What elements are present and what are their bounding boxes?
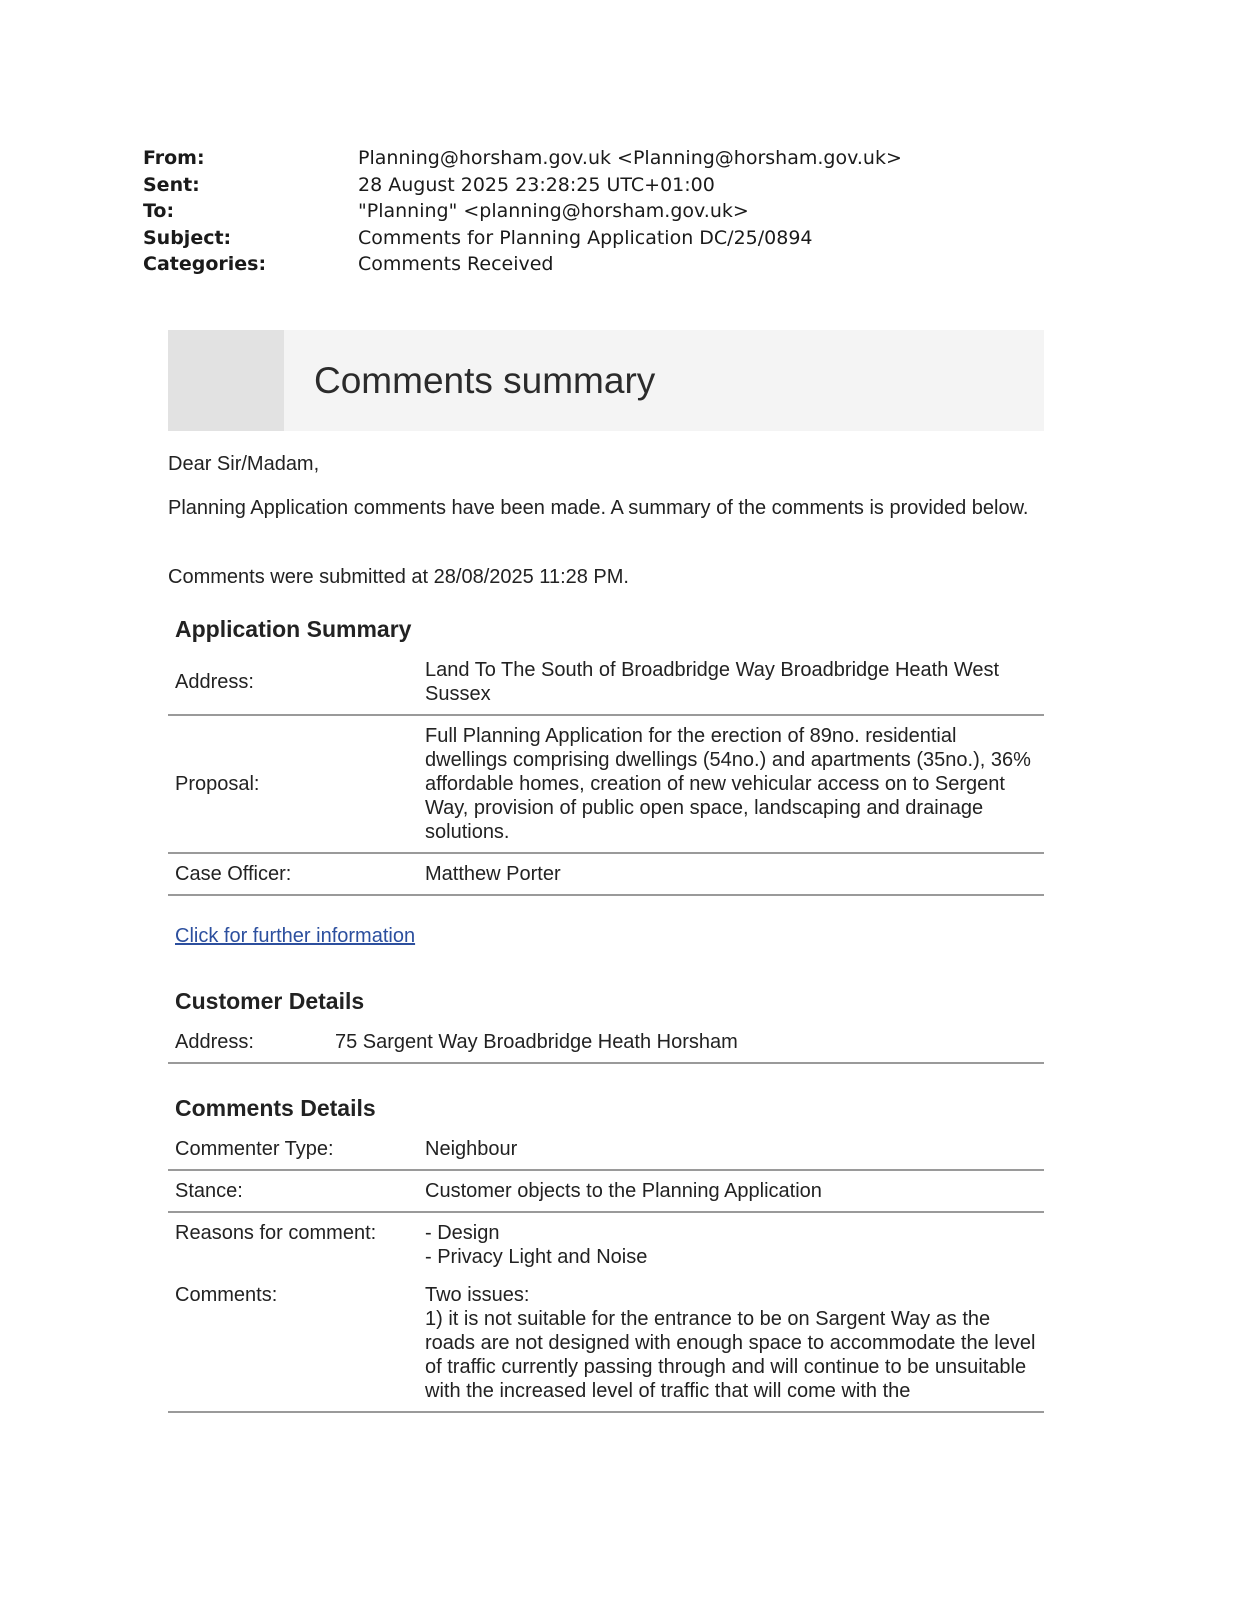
table-row <box>168 650 1044 715</box>
to-value: "Planning" <planning@horsham.gov.uk> <box>358 200 749 222</box>
table-row <box>168 715 1044 853</box>
categories-label: Categories: <box>143 253 267 275</box>
from-value: Planning@horsham.gov.uk <Planning@horsham.gov.uk> <box>358 147 902 169</box>
comments-label: Comments: <box>168 1277 418 1412</box>
reason-item: - Privacy Light and Noise <box>425 1246 648 1268</box>
submitted-text: Comments were submitted at 28/08/2025 11:28 PM. <box>168 566 629 588</box>
table-row <box>168 1212 1044 1277</box>
subject-label: Subject: <box>143 226 232 249</box>
table-row <box>168 1129 1044 1170</box>
to-row <box>143 198 1043 225</box>
intro-text: Planning Application comments have been made. A summary of the comments is provided below. <box>168 497 1029 519</box>
to-label: To: <box>143 200 175 222</box>
sent-row <box>143 172 1043 199</box>
proposal-label: Proposal: <box>168 715 418 853</box>
commenter-type-label: Commenter Type: <box>168 1129 418 1170</box>
table-row <box>168 1022 1044 1063</box>
reasons-label: Reasons for comment: <box>175 1222 377 1244</box>
customer-address-value: 75 Sargent Way Broadbridge Heath Horsham <box>328 1022 1044 1063</box>
reason-item: - Design <box>425 1222 500 1244</box>
comments-line: 1) it is not suitable for the entrance to be on Sargent Way as the roads are not designed with enough space to accommodate the level of traffic currently passing through and will continue to be unsuitable with the increased level of traffic that will come with the <box>425 1308 1036 1402</box>
case-officer-label: Case Officer: <box>168 853 418 895</box>
application-summary-heading: Application Summary <box>175 616 412 642</box>
comments-line: Two issues: <box>425 1284 530 1306</box>
from-row <box>143 145 1043 172</box>
reasons-value <box>418 1212 1044 1277</box>
subject-value: Comments for Planning Application DC/25/0894 <box>358 226 813 249</box>
stance-label: Stance: <box>168 1170 418 1212</box>
application-summary-table <box>168 650 1044 896</box>
further-information-link[interactable]: Click for further information <box>175 925 416 947</box>
customer-details-table <box>168 1022 1044 1064</box>
case-officer-value: Matthew Porter <box>418 853 1044 895</box>
sent-value: 28 August 2025 23:28:25 UTC+01:00 <box>358 173 715 196</box>
address-value: Land To The South of Broadbridge Way Broadbridge Heath West Sussex <box>418 650 1044 715</box>
subject-row <box>143 225 1043 252</box>
table-row <box>168 1277 1044 1412</box>
email-header <box>143 145 1043 278</box>
proposal-value: Full Planning Application for the erection of 89no. residential dwellings comprising dwellings (54no.) and apartments (35no.), 36% affordable homes, creation of new vehicular access on to Sergent Way, provision of public open space, landscaping and drainage solutions. <box>418 715 1044 853</box>
greeting: Dear Sir/Madam, <box>168 453 320 475</box>
comments-details-heading: Comments Details <box>175 1095 376 1121</box>
customer-address-label: Address: <box>168 1022 328 1063</box>
sent-label: Sent: <box>143 173 200 196</box>
categories-value: Comments Received <box>358 253 554 275</box>
stance-value: Customer objects to the Planning Application <box>418 1170 1044 1212</box>
commenter-type-value: Neighbour <box>418 1129 1044 1170</box>
banner-title: Comments summary <box>314 360 656 401</box>
categories-row <box>143 251 1043 278</box>
banner-side-panel <box>168 330 284 431</box>
table-row <box>168 1170 1044 1212</box>
comments-summary-banner <box>168 330 1044 431</box>
address-label: Address: <box>168 650 418 715</box>
comments-details-table <box>168 1129 1044 1413</box>
table-row <box>168 853 1044 895</box>
comments-value <box>418 1277 1044 1412</box>
from-label: From: <box>143 147 205 169</box>
customer-details-heading: Customer Details <box>175 988 365 1014</box>
